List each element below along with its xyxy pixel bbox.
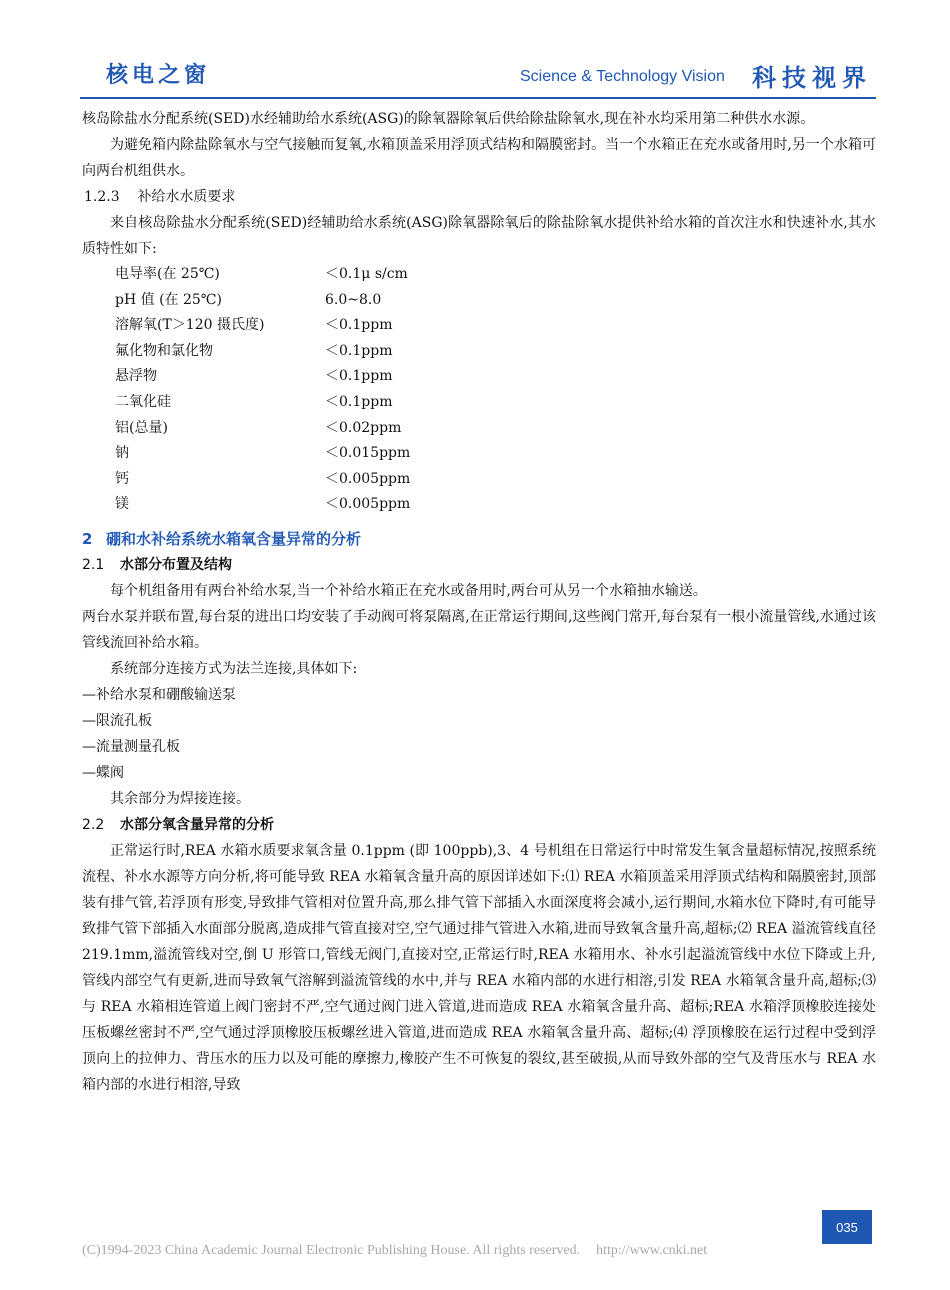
spec-row (115, 416, 876, 442)
journal-name-en: Science & Technology Vision (520, 68, 725, 85)
subsection-2-1-heading (82, 552, 876, 578)
page-number: 035 (822, 1210, 872, 1244)
spec-value: ＜0.015ppm (325, 445, 411, 462)
water-quality-paragraph: 来自核岛除盐水分配系统(SED)经辅助给水系统(ASG)除氧器除氧后的除盐除氧水提供补给水箱的首次注水和快速补水,其水质特性如下: (82, 215, 876, 257)
spec-row (115, 262, 876, 288)
welding-paragraph: 其余部分为焊接连接。 (110, 790, 250, 807)
subsection-number: 2.2 (82, 816, 105, 833)
spec-label: 钠 (115, 445, 129, 462)
pump-paragraph-1: 每个机组备用有两台补给水泵,当一个补给水箱正在充水或备用时,两台可从另一个水箱抽水输送。 (110, 582, 707, 599)
footer (82, 1243, 882, 1259)
subsection-number: 2.1 (82, 556, 105, 573)
spec-label: 氟化物和氯化物 (115, 342, 213, 359)
spec-label: 溶解氧(T＞120 摄氏度) (115, 317, 265, 334)
footer-url[interactable]: http://www.cnki.net (596, 1243, 708, 1258)
spec-label: 铝(总量) (115, 419, 168, 436)
subsection-title: 水部分布置及结构 (120, 556, 232, 573)
spec-row (115, 441, 876, 467)
footer-copyright: (C)1994-2023 China Academic Journal Electronic Publishing House. All rights reserved. (82, 1243, 581, 1258)
spec-value: ＜0.005ppm (325, 496, 411, 513)
spec-value: ＜0.1ppm (325, 368, 393, 385)
spec-label: 钙 (115, 470, 129, 487)
spec-value: 6.0~8.0 (325, 291, 382, 308)
spec-row (115, 288, 876, 314)
flange-list-item: —补给水泵和硼酸输送泵 (82, 686, 236, 703)
section-number: 2 (82, 529, 93, 548)
spec-label: 镁 (115, 496, 129, 513)
spec-value: ＜0.005ppm (325, 470, 411, 487)
spec-value: ＜0.1ppm (325, 393, 393, 410)
spec-value: ＜0.02ppm (325, 419, 402, 436)
section-2-heading (82, 526, 876, 552)
spec-value: ＜0.1μ s/cm (325, 266, 408, 282)
spec-row (115, 339, 876, 365)
spec-row (115, 364, 876, 390)
spec-label: 电导率(在 25℃) (115, 266, 220, 282)
article-body (82, 106, 876, 1098)
flange-list-item: —流量测量孔板 (82, 738, 180, 755)
spec-row (115, 492, 876, 518)
connection-paragraph: 系统部分连接方式为法兰连接,具体如下: (110, 660, 358, 677)
subsection-1-2-3-heading (82, 184, 876, 210)
spec-value: ＜0.1ppm (325, 317, 393, 334)
intro-paragraph-1: 核岛除盐水分配系统(SED)水经辅助给水系统(ASG)的除氧器除氧后供给除盐除氧水,现在补水均采用第二种供水水源。 (82, 111, 815, 127)
subsection-title: 补给水水质要求 (137, 189, 236, 205)
journal-name-cn: 科技视界 (752, 63, 872, 92)
oxygen-analysis-paragraph: 正常运行时,REA 水箱水质要求氧含量 0.1ppm (即 100ppb),3、4 号机组在日常运行中时常发生氧含量超标情况,按照系统流程、补水水源等方向分析,将可能导致 REA 水箱氧含量升高的原因详述如下:⑴ REA 水箱顶盖采用浮顶式结构和隔膜密封,顶部装有排气管,若浮顶有形变,导致排气管相对位置升高,那么排气管下部插入水面深度将会减小,运行期间,水箱水位下降时,有可能导致排气管下部插入水面部分脱离,造成排气管直接对空,空气通过排气管进入水箱,进而导致氧含量升高,超标;⑵ REA 溢流管线直径 219.1mm,溢流管线对空,倒 U 形管口,管线无阀门,直接对空,正常运行时,REA 水箱用水、补水引起溢流管线中水位下降或上升,管线内部空气有更新,进而导致氧气溶解到溢流管线的水中,并与 REA 水箱内部的水进行相溶,引发 REA 水箱氧含量升高,超标;⑶ 与 REA 水箱相连管道上阀门密封不严,空气通过阀门进入管道,进而造成 REA 水箱氧含量升高、超标;REA 水箱浮顶橡胶连接处压板螺丝密封不严,空气通过浮顶橡胶压板螺丝进入管道,进而造成 REA 水箱氧含量升高、超标;⑷ 浮顶橡胶在运行过程中受到浮顶向上的拉伸力、背压水的压力以及可能的摩擦力,橡胶产生不可恢复的裂纹,甚至破损,从而导致外部的空气及背压水与 REA 水箱内部的水进行相溶,导致 (82, 842, 876, 1093)
flange-list-item: —蝶阀 (82, 764, 124, 781)
water-quality-spec-list (115, 262, 876, 518)
spec-value: ＜0.1ppm (325, 342, 393, 359)
spec-label: 悬浮物 (115, 368, 157, 385)
subsection-number: 1.2.3 (84, 189, 120, 205)
header-divider (80, 97, 876, 99)
spec-label: pH 值 (在 25℃) (115, 291, 222, 308)
intro-paragraph-2: 为避免箱内除盐除氧水与空气接触而复氧,水箱顶盖采用浮顶式结构和隔膜密封。当一个水箱正在充水或备用时,另一个水箱可向两台机组供水。 (82, 137, 876, 179)
spec-label: 二氧化硅 (115, 393, 171, 410)
subsection-2-2-heading (82, 812, 876, 838)
spec-row (115, 467, 876, 493)
pump-paragraph-2: 两台水泵并联布置,每台泵的进出口均安装了手动阀可将泵隔离,在正常运行期间,这些阀门常开,每台泵有一根小流量管线,水通过该管线流回补给水箱。 (82, 608, 876, 651)
spec-row (115, 390, 876, 416)
journal-column-title: 核电之窗 (106, 62, 211, 88)
spec-row (115, 313, 876, 339)
section-title: 硼和水补给系统水箱氧含量异常的分析 (106, 529, 362, 548)
flange-list-item: —限流孔板 (82, 712, 152, 729)
subsection-title: 水部分氧含量异常的分析 (120, 816, 274, 833)
